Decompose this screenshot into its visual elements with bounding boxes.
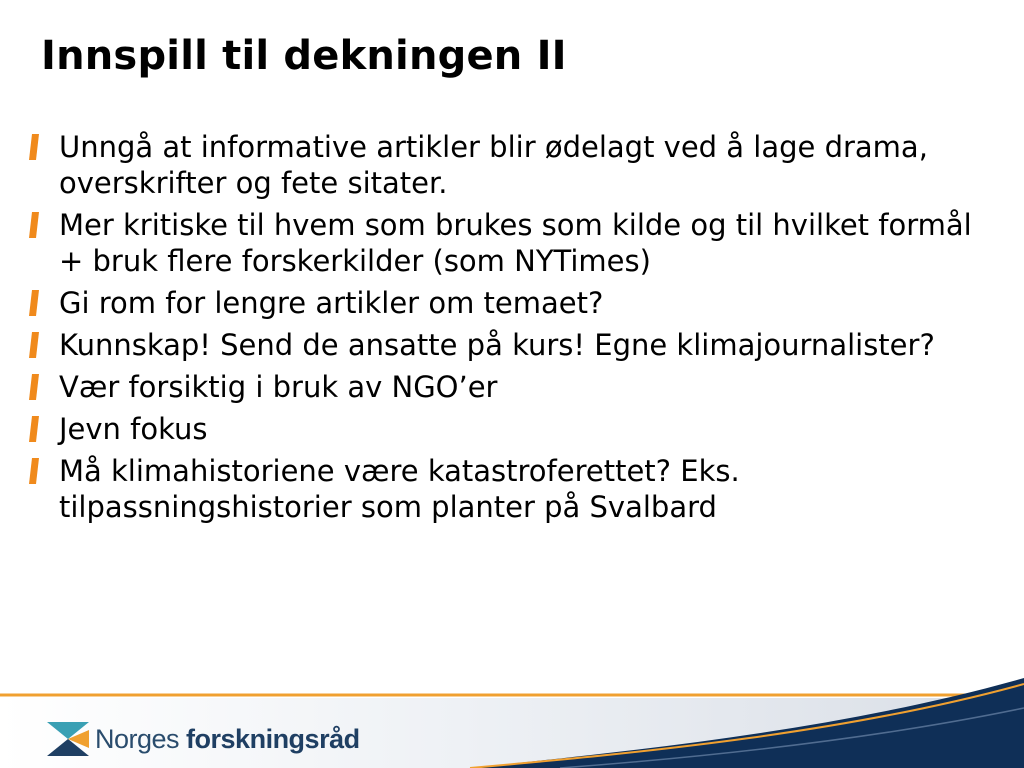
bullet-text: Unngå at informative artikler blir ødelagt ved å lage drama, overskrifter og fete sitater. bbox=[59, 130, 928, 200]
bullet-item bbox=[26, 453, 986, 525]
bullet-text: Kunnskap! Send de ansatte på kurs! Egne klimajournalister? bbox=[59, 328, 935, 362]
bullet-marker-icon bbox=[29, 374, 39, 400]
bullet-item bbox=[26, 285, 986, 321]
bullet-item bbox=[26, 369, 986, 405]
bullet-marker-icon bbox=[29, 416, 39, 442]
bullet-marker-icon bbox=[29, 290, 39, 316]
logo-mark-icon bbox=[47, 722, 89, 756]
bullet-text: Vær forsiktig i bruk av NGO’er bbox=[59, 370, 498, 404]
logo-word-bold: forskningsråd bbox=[186, 723, 360, 754]
bullet-marker-icon bbox=[29, 458, 39, 484]
bullet-text: Mer kritiske til hvem som brukes som kilde og til hvilket formål + bruk flere forskerkilder (som NYTimes) bbox=[59, 208, 972, 278]
bullet-text: Må klimahistoriene være katastroferettet? Eks. tilpassningshistorier som planter på Svalbard bbox=[59, 454, 740, 524]
bullet-marker-icon bbox=[29, 332, 39, 358]
logo-word-light: Norges bbox=[95, 723, 187, 754]
bullet-text: Jevn fokus bbox=[59, 412, 208, 446]
bullet-marker-icon bbox=[29, 212, 39, 238]
bullet-text: Gi rom for lengre artikler om temaet? bbox=[59, 286, 604, 320]
bullet-marker-icon bbox=[29, 134, 39, 160]
bullet-item bbox=[26, 207, 986, 279]
slide-title: Innspill til dekningen II bbox=[41, 33, 567, 79]
bullet-item bbox=[26, 129, 986, 201]
bullet-list bbox=[26, 129, 986, 531]
norges-forskningsrad-logo bbox=[47, 719, 360, 759]
bullet-item bbox=[26, 327, 986, 363]
bullet-item bbox=[26, 411, 986, 447]
logo-text bbox=[95, 724, 360, 755]
